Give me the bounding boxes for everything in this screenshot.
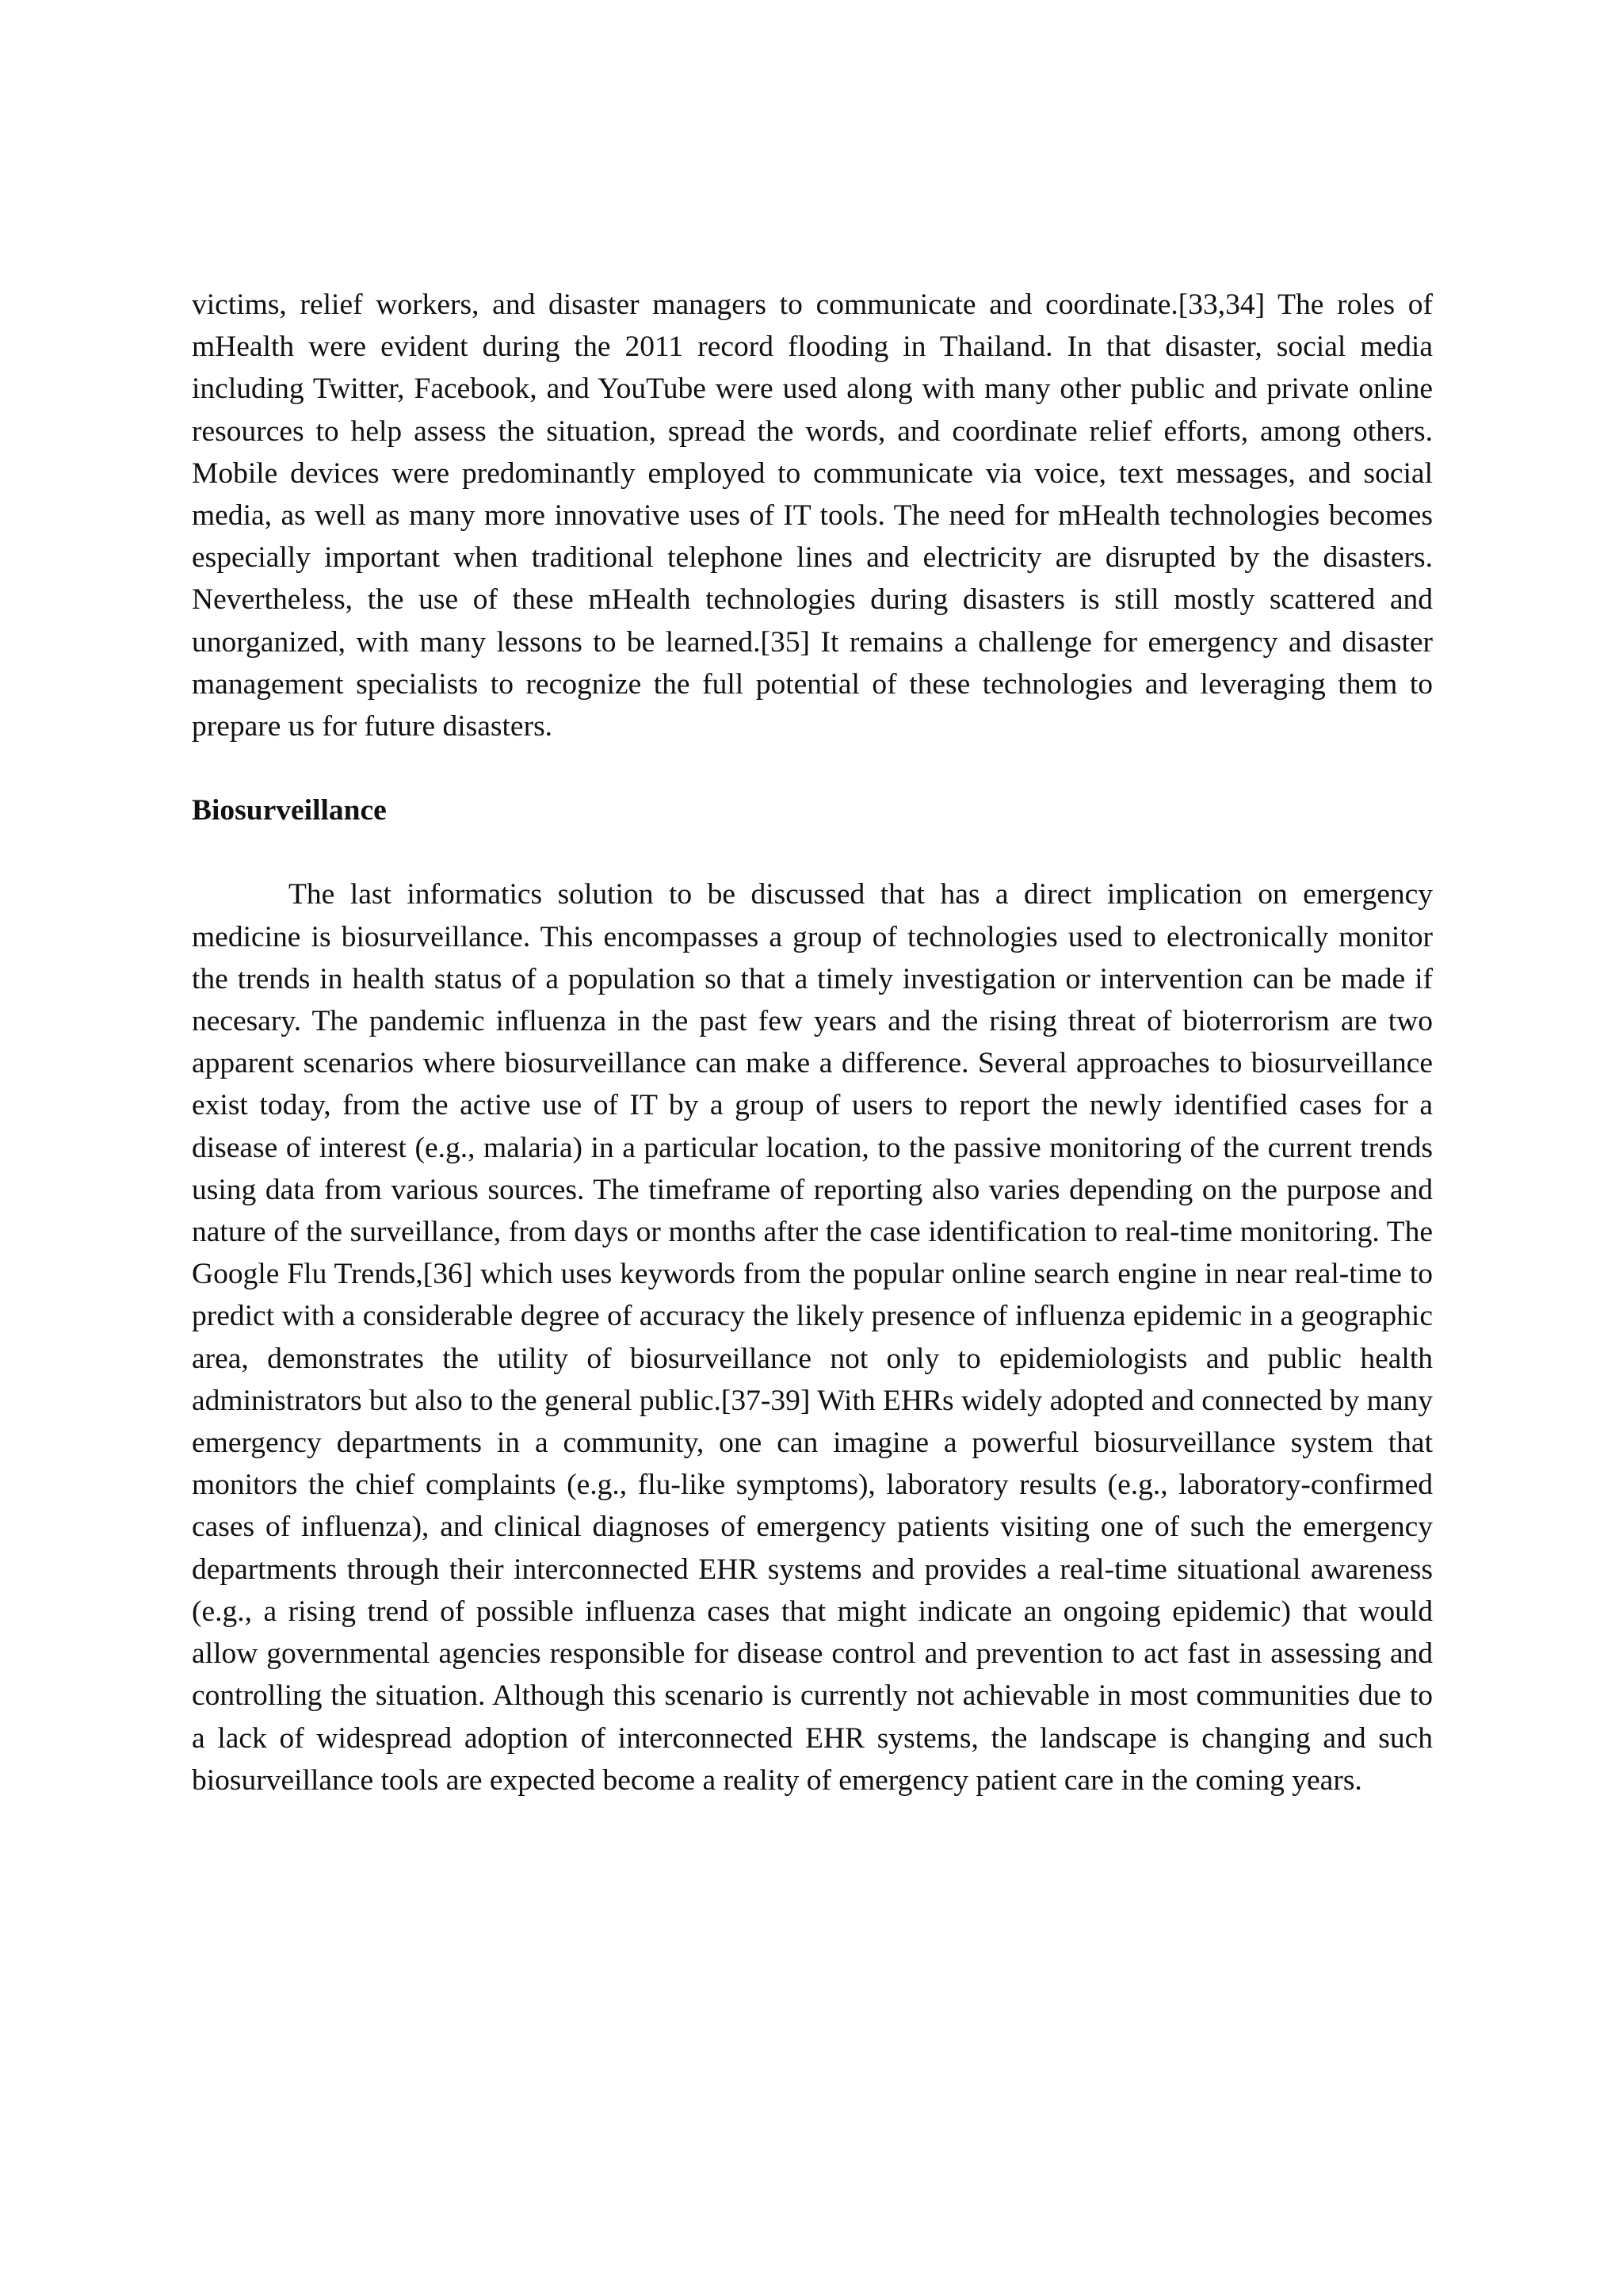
document-body [192,284,1433,1801]
body-paragraph-mhealth: victims, relief workers, and disaster managers to communicate and coordinate.[33,34] The roles of mHealth were evident during the 2011 record flooding in Thailand. In that disaster, social media including Twitter, Facebook, and YouTube were used along with many other public and private online resources to help assess the situation, spread the words, and coordinate relief efforts, among others. Mobile devices were predominantly employed to communicate via voice, text messages, and social media, as well as many more innovative uses of IT tools. The need for mHealth technologies becomes especially important when traditional telephone lines and electricity are disrupted by the disasters. Nevertheless, the use of these mHealth technologies during disasters is still mostly scattered and unorganized, with many lessons to be learned.[35] It remains a challenge for emergency and disaster management specialists to recognize the full potential of these technologies and leveraging them to prepare us for future disasters. [192,288,1433,743]
section-heading: Biosurveillance [192,794,387,827]
body-paragraph-biosurveillance: The last informatics solution to be discussed that has a direct implication on emergency medicine is biosurveillance. This encompasses a group of technologies used to electronically monitor the trends in health status of a population so that a timely investigation or intervention can be made if necesary. The pandemic influenza in the past few years and the rising threat of bioterrorism are two apparent scenarios where biosurveillance can make a difference. Several approaches to biosurveillance exist today, from the active use of IT by a group of users to report the newly identified cases for a disease of interest (e.g., malaria) in a particular location, to the passive monitoring of the current trends using data from various sources. The timeframe of reporting also varies depending on the purpose and nature of the surveillance, from days or months after the case identification to real-time monitoring. The Google Flu Trends,[36] which uses keywords from the popular online search engine in near real-time to predict with a considerable degree of accuracy the likely presence of influenza epidemic in a geographic area, demonstrates the utility of biosurveillance not only to epidemiologists and public health administrators but also to the general public.[37-39] With EHRs widely adopted and connected by many emergency departments in a community, one can imagine a powerful biosurveillance system that monitors the chief complaints (e.g., flu-like symptoms), laboratory results (e.g., laboratory-confirmed cases of influenza), and clinical diagnoses of emergency patients visiting one of such the emergency departments through their interconnected EHR systems and provides a real-time situational awareness (e.g., a rising trend of possible influenza cases that might indicate an ongoing epidemic) that would allow governmental agencies responsible for disease control and prevention to act fast in assessing and controlling the situation. Although this scenario is currently not achievable in most communities due to a lack of widespread adoption of interconnected EHR systems, the landscape is changing and such biosurveillance tools are expected become a reality of emergency patient care in the coming years. [192,878,1433,1797]
